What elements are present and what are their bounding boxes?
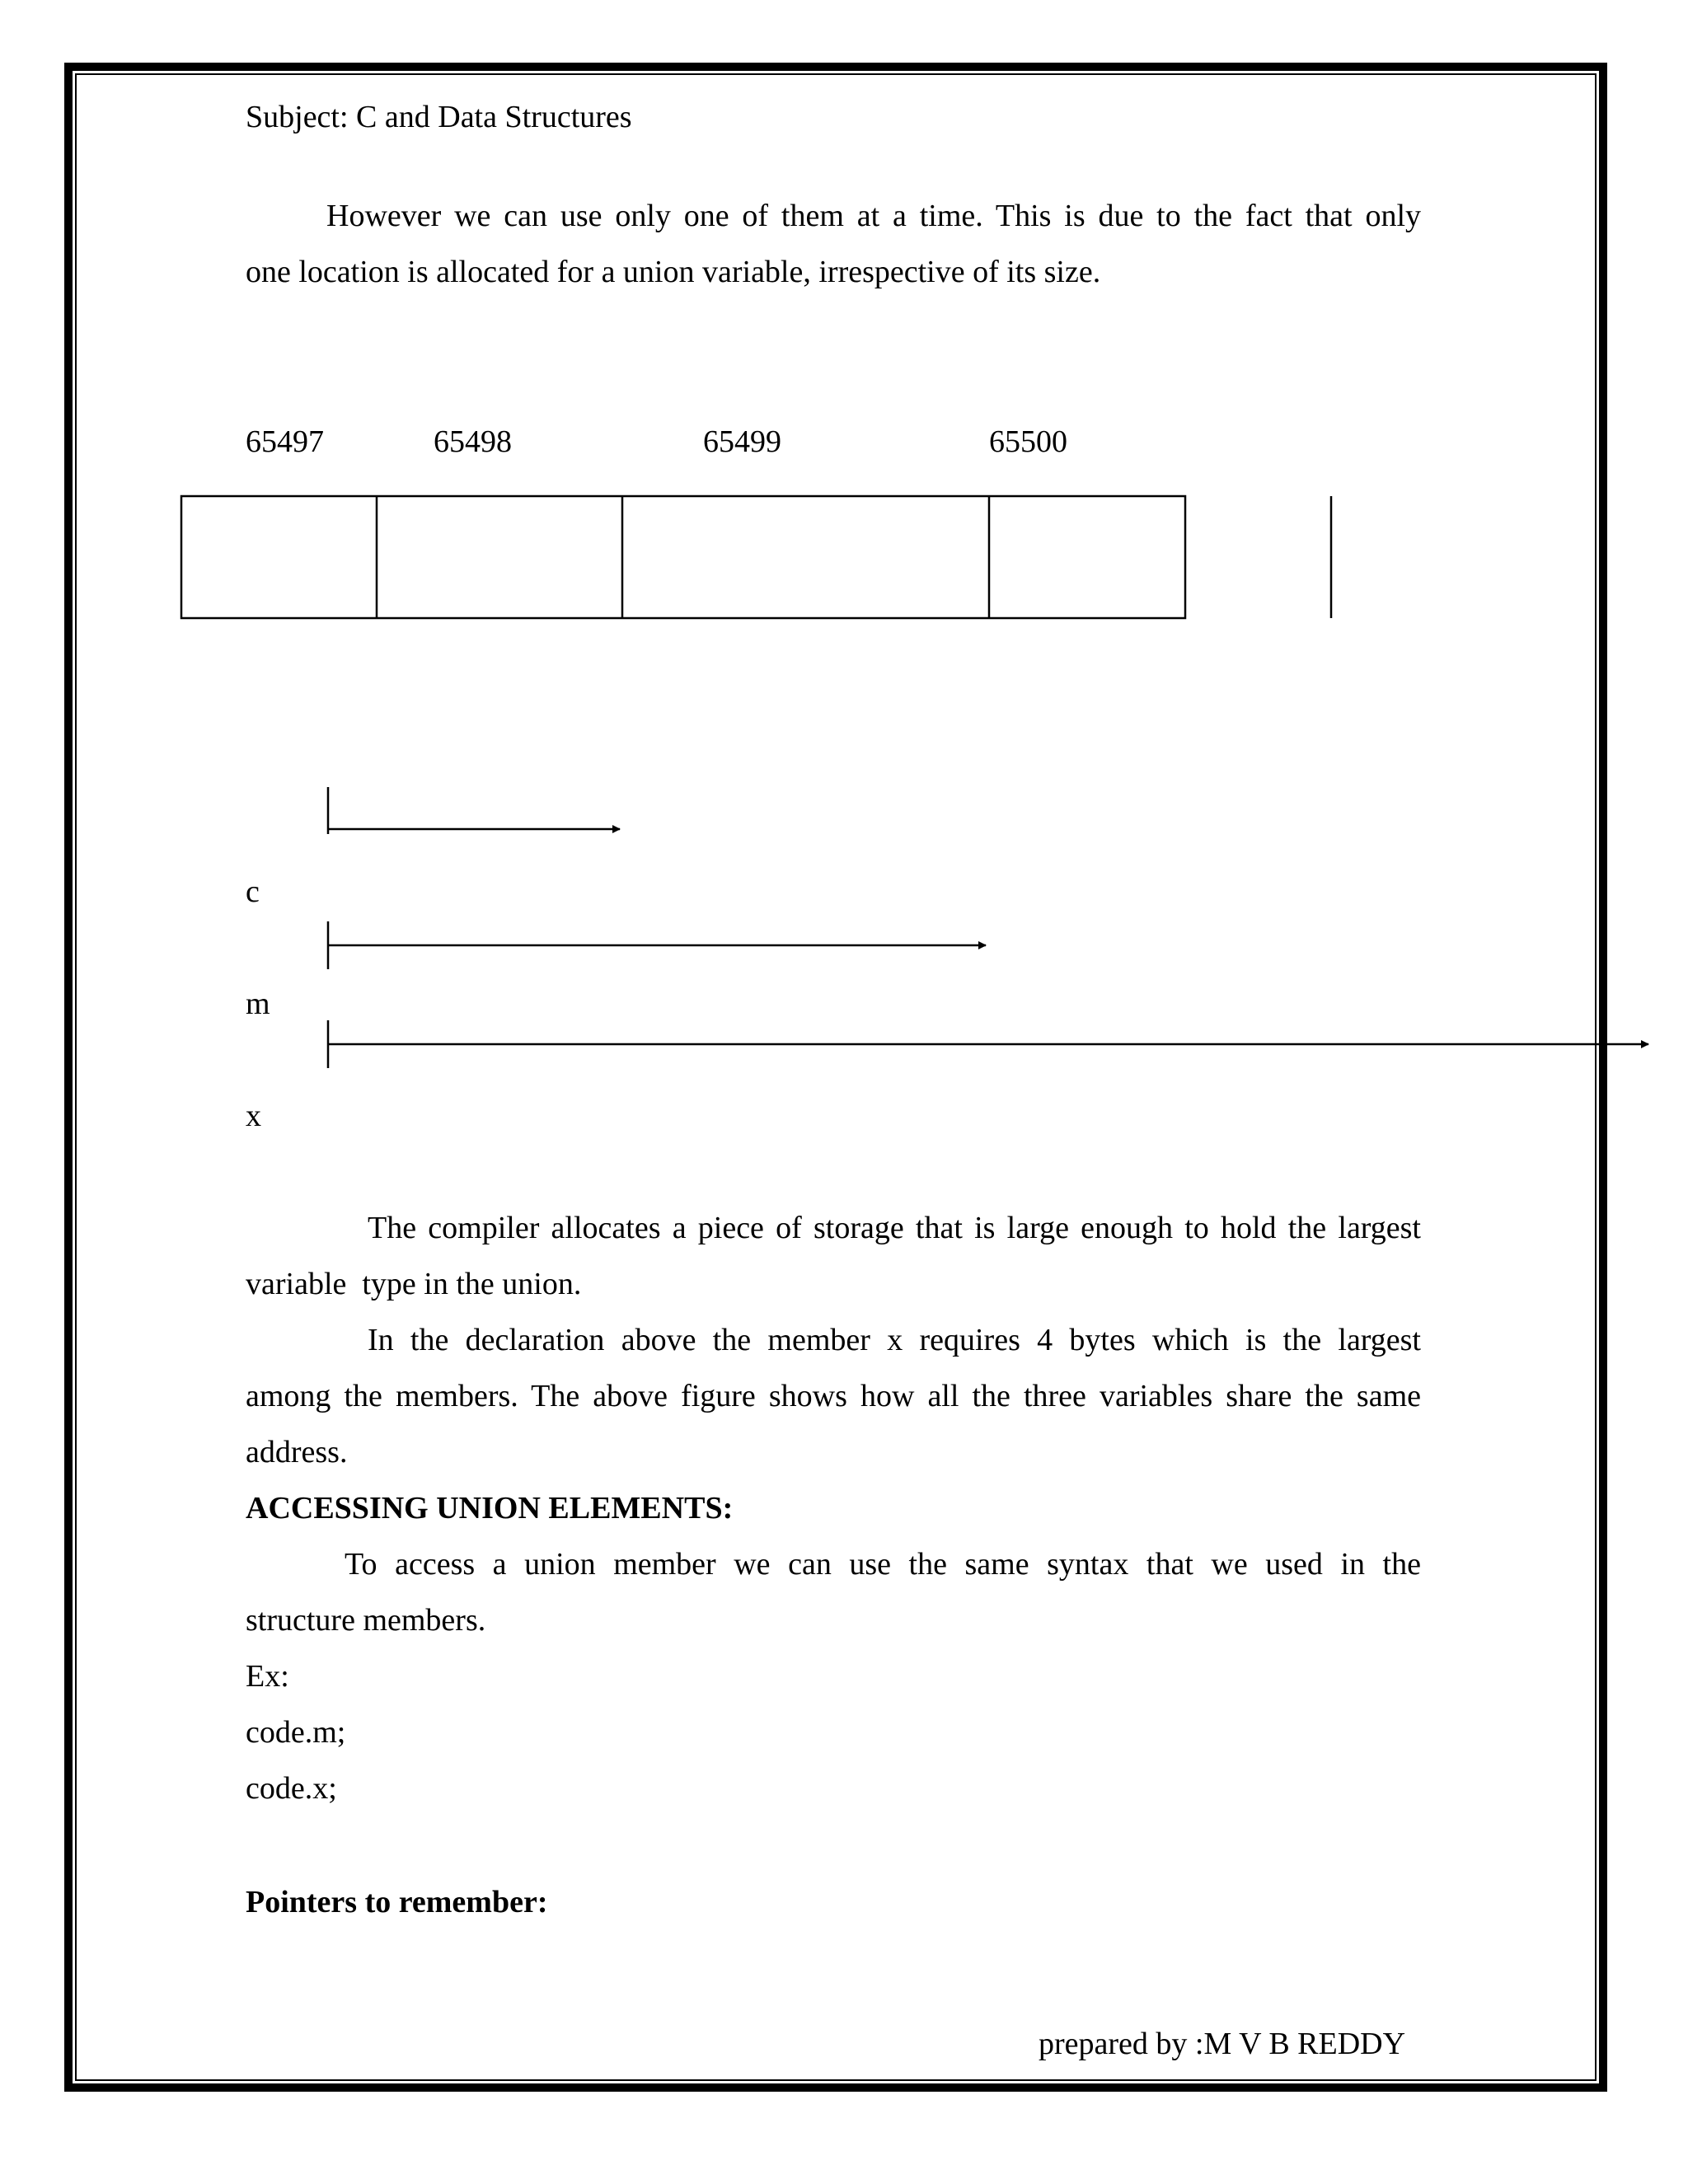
address-label-65499: 65499: [703, 424, 781, 459]
address-label-65497: 65497: [246, 424, 324, 459]
member-x-span: [328, 1020, 1648, 1068]
address-label-65498: 65498: [434, 424, 512, 459]
address-label-65500: 65500: [989, 424, 1067, 459]
memory-cells: [181, 496, 1331, 618]
member-m-span: [328, 921, 986, 969]
para1-line-2: variable type in the union.: [246, 1267, 582, 1301]
para1-line-1: The compiler allocates a piece of storage that is large enough to hold the largest: [368, 1211, 1421, 1245]
example-code-line: code.x;: [246, 1771, 337, 1806]
pointers-heading: Pointers to remember:: [246, 1885, 548, 1919]
member-label-m: m: [246, 987, 270, 1021]
para3-line-1: To access a union member we can use the same syntax that we used in the: [345, 1547, 1421, 1582]
member-label-x: x: [246, 1099, 261, 1133]
example-code-line: code.m;: [246, 1715, 346, 1750]
para2-line-2: among the members. The above figure shows how all the three variables share the same: [246, 1379, 1421, 1413]
para3-line-2: structure members.: [246, 1603, 486, 1638]
member-label-c: c: [246, 874, 260, 909]
intro-line-2: one location is allocated for a union variable, irrespective of its size.: [246, 255, 1101, 289]
section-heading: ACCESSING UNION ELEMENTS:: [246, 1491, 734, 1526]
member-c-span: [328, 787, 620, 834]
memory-block-outline: [181, 496, 1185, 618]
footer-prepared-by: prepared by :M V B REDDY: [1039, 2027, 1406, 2061]
para2-line-3: address.: [246, 1435, 348, 1469]
subject-header: Subject: C and Data Structures: [246, 100, 632, 134]
intro-line-1: However we can use only one of them at a time. This is due to the fact that only: [326, 199, 1421, 233]
para2-line-1: In the declaration above the member x requires 4 bytes which is the largest: [368, 1323, 1421, 1357]
example-label: Ex:: [246, 1659, 289, 1694]
